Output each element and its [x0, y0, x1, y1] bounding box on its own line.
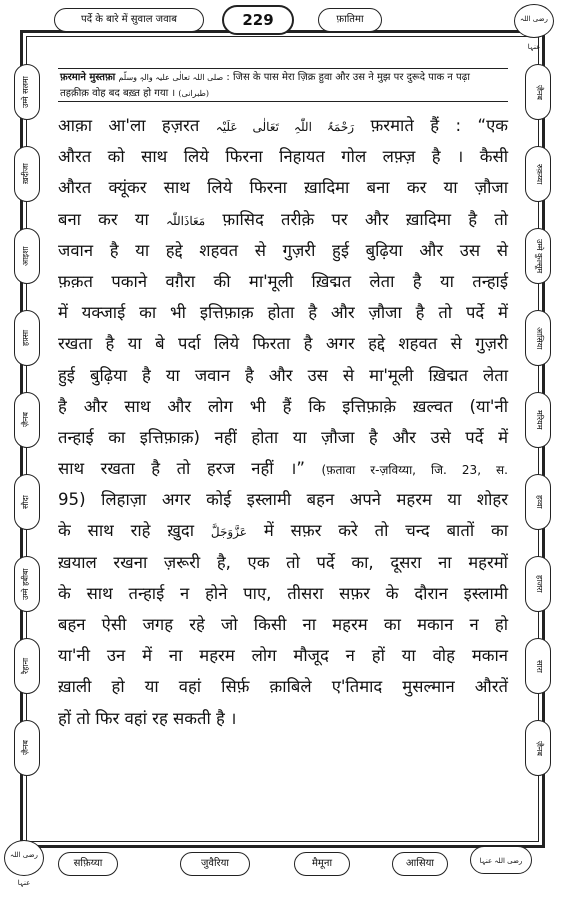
- arabic-honorific: عَزَّوَجَلَّ: [210, 525, 247, 540]
- text-line: है और साथ और लोग भी हैं कि इत्तिफ़ाक़े ख़ल्वत (या'नी: [58, 396, 508, 416]
- text-line: [58, 204, 508, 235]
- text-line: ख़ाली हो या वहां सिर्फ़ क़ाबिले ए'तिमाद मुसल्मान औरतें: [58, 677, 508, 697]
- notice-text: : जिस के पास मेरा ज़िक्र हुवा और उस ने मुझ पर दुरूदे पाक न पढ़ा: [226, 72, 470, 83]
- footer-label-1: सफ़िय्या: [58, 852, 118, 876]
- side-label-left-3: आइशा: [14, 228, 40, 284]
- side-label-left-2: ख़दीजा: [14, 146, 40, 202]
- footer-label-2: जुवैरिया: [180, 852, 250, 876]
- side-label-right-9: ज़ैनब: [525, 720, 551, 776]
- side-label-right-4: आसिया: [525, 310, 551, 366]
- notice-arabic: صلی اللہ تعالٰی علیہ والہٖ وسلّم: [118, 73, 224, 82]
- arabic-phrase: مَعَاذَاللّٰہ: [166, 213, 206, 228]
- text-line: रखता है या बे पर्दा लिये फिरता है अगर हद्दे शहवत से गुज़री: [58, 334, 508, 354]
- text-line: [58, 515, 508, 546]
- text-line: औरत क्यूंकर साथ लिये फिरना ख़ादिमा बना कर या ज़ौजा: [58, 178, 508, 198]
- text-span: बना कर या: [58, 209, 149, 229]
- side-label-right-5: मरियम: [525, 392, 551, 448]
- side-label-left-9: ज़ैनब: [14, 720, 40, 776]
- text-line: [58, 453, 508, 484]
- text-span: के साथ राहे ख़ुदा: [58, 521, 195, 541]
- text-line: फ़क़त पकाने वग़ैरा की मा'मूली ख़िद्मत लेता है या तन्हाई: [58, 271, 508, 291]
- footer-corner-left: رضی اللہ عنہا: [4, 840, 44, 876]
- footer-corner-right: رضی اللہ عنہا: [470, 846, 532, 874]
- side-label-left-4: हफ़्सा: [14, 310, 40, 366]
- citation: (फ़तावा र-ज़विय्या, जि. 23, स.: [321, 463, 508, 478]
- side-label-right-2: रुक़य्या: [525, 146, 551, 202]
- side-label-right-8: सारा: [525, 638, 551, 694]
- header-section-title: फ़ातिमा: [318, 8, 382, 32]
- side-label-left-7: उम्मे हबीबा: [14, 556, 40, 612]
- side-label-right-6: हव्वा: [525, 474, 551, 530]
- text-line: औरत को साथ लिये फिरना निहायत गोल लफ़्ज़ है । कैसी: [58, 147, 508, 167]
- notice-reference: (طبرانی): [178, 89, 209, 98]
- text-line: [58, 110, 508, 141]
- text-span: फ़रमाते हैं : “एक: [370, 116, 508, 135]
- text-line: हुई बुढ़िया है या जवान है और उस से मा'मूली ख़िद्मत लेता: [58, 365, 508, 385]
- text-span: आक़ा आ'ला हज़रत: [58, 116, 200, 135]
- header-corner-ornament: رضی اللہ عنہا: [514, 4, 554, 38]
- page-number: 229: [222, 5, 294, 35]
- text-line: बहन ऐसी जगह रहे जो किसी ना महरम का मकान न हो: [58, 615, 508, 634]
- side-label-right-7: हाजरा: [525, 556, 551, 612]
- text-line: हों तो फिर वहां रह सकती है ।: [58, 708, 237, 728]
- text-span: फ़ासिद तरीक़े पर और ख़ादिमा है तो: [222, 209, 508, 229]
- text-line: में यक्जाई का भी इत्तिफ़ाक़ होता है और ज़ौजा है तो पर्दे में: [58, 303, 508, 323]
- notice-label: फ़रमाने मुस्तफ़ा: [60, 72, 116, 83]
- footer-label-4: आसिया: [392, 852, 448, 876]
- text-line: या'नी उन में ना महरम लोग मौजूद न हों या वोह मकान: [58, 646, 508, 666]
- text-span: साथ रखता है तो हरज नहीं ।”: [58, 459, 306, 479]
- header-book-title: पर्दे के बारे में सुवाल जवाब: [54, 8, 204, 32]
- side-label-left-6: सौदा: [14, 474, 40, 530]
- side-label-left-1: उम्मे सलमा: [14, 64, 40, 120]
- text-line: 95) लिहाज़ा अगर कोई इस्लामी बहन अपने महरम या शोहर: [58, 490, 508, 510]
- text-line: जवान है या हद्दे शहवत से गुज़री हुई बुढ़िया और उस से: [58, 240, 508, 260]
- arabic-honorific: رَحْمَۃُ اللّٰہِ تَعَالٰی عَلَیْہ: [215, 120, 355, 134]
- footer-label-3: मैमूना: [294, 852, 350, 876]
- text-line: तन्हाई का इत्तिफ़ाक़) नहीं होता या ज़ौजा है और उसे पर्दे में: [58, 427, 508, 447]
- hadith-notice: [58, 68, 508, 102]
- side-label-left-5: ज़ैनब: [14, 392, 40, 448]
- side-label-right-1: ज़ैनब: [525, 64, 551, 120]
- side-label-right-3: उम्मे कुल्सूम: [525, 228, 551, 284]
- side-label-left-8: रैहाना: [14, 638, 40, 694]
- notice-text-2: तहक़ीक़ वोह बद बख़्त हो गया ।: [60, 88, 176, 99]
- text-span: में सफ़र करे तो चन्द बातों का: [263, 521, 509, 541]
- body-text: [58, 110, 508, 734]
- text-line: ख़याल रखना ज़रूरी है, एक तो पर्दे का, दूसरा ना महरमों: [58, 552, 508, 572]
- text-line: के साथ तन्हाई न होने पाए, तीसरा सफ़र के दौरान इस्लामी: [58, 583, 508, 603]
